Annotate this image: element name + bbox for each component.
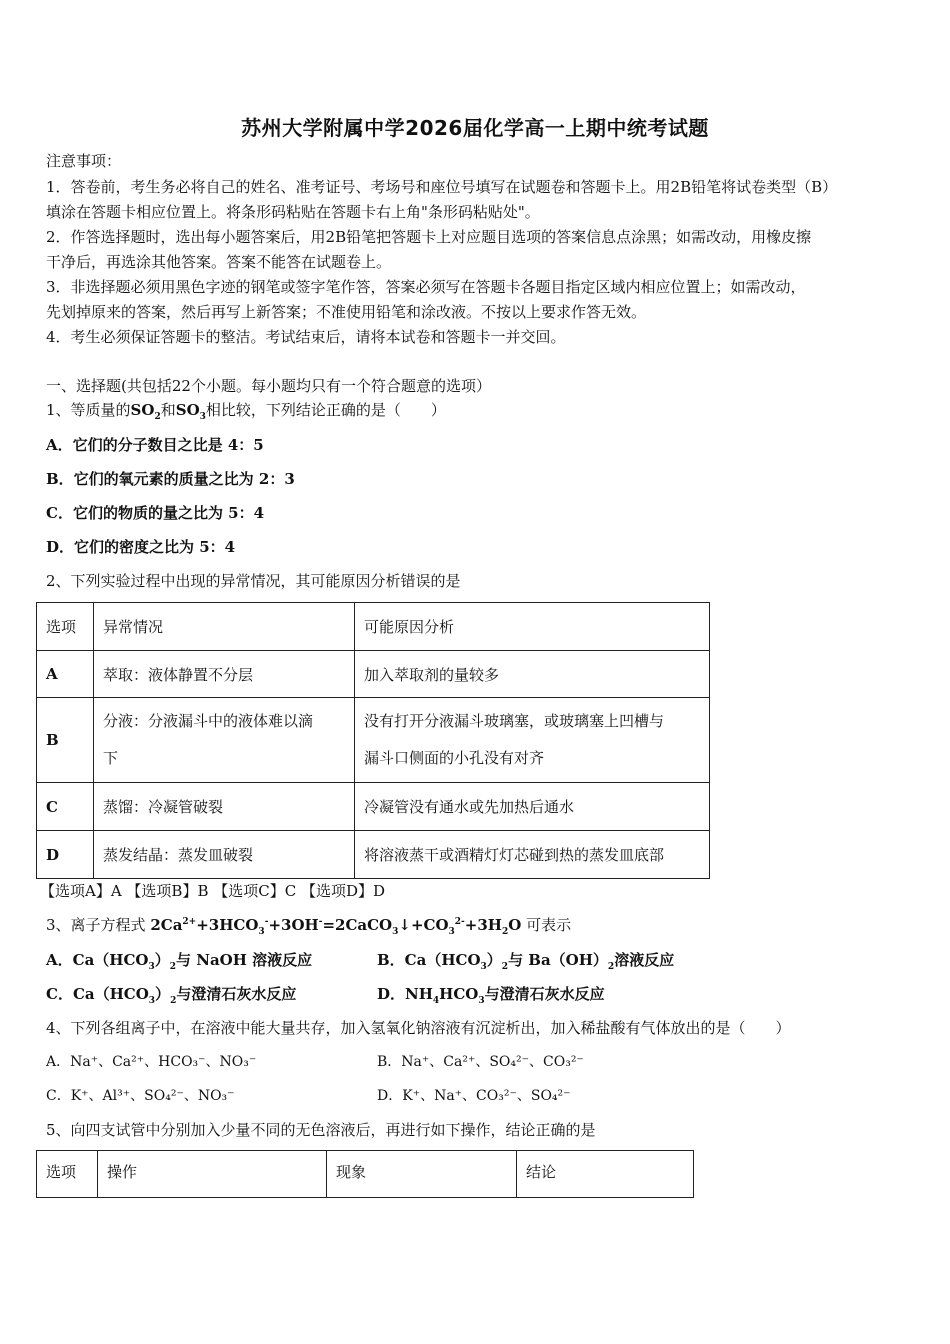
question-1-option-b: B．它们的氧元素的质量之比为 2：3: [46, 470, 295, 488]
question-4-stem: 4、下列各组离子中，在溶液中能大量共存，加入氢氧化钠溶液有沉淀析出，加入稀盐酸有气体放出的是（ ）: [46, 1019, 791, 1037]
notice-line: 3．非选择题必须用黑色字迹的钢笔或签字笔作答，答案必须写在答题卡各题目指定区域内相应位置上；如需改动，: [46, 278, 806, 296]
table-header-cell: 选项: [37, 1151, 98, 1198]
table-header-cell: 现象: [327, 1151, 517, 1198]
table-cell-option: A: [37, 651, 94, 698]
table-row: [37, 783, 710, 831]
question-3-option-d: D．$NH_4HCO_3$与澄清石灰水反应: [377, 985, 605, 1006]
question-1-option-c: C．它们的物质的量之比为 5：4: [46, 504, 265, 522]
table-cell-reason: 加入萃取剂的量较多: [355, 651, 710, 698]
question-4-option-b: B．Na⁺、Ca²⁺、SO₄²⁻、CO₃²⁻: [377, 1054, 584, 1070]
question-5-table: [36, 1150, 694, 1198]
question-2-stem: 2、下列实验过程中出现的异常情况，其可能原因分析错误的是: [46, 572, 461, 590]
question-1-option-a: A．它们的分子数目之比是 4：5: [46, 436, 264, 454]
table-cell-case: 蒸发结晶：蒸发皿破裂: [94, 831, 355, 879]
notice-line: 1．答卷前，考生务必将自己的姓名、准考证号、考场号和座位号填写在试题卷和答题卡上。用2B铅笔将试卷类型（B）: [46, 178, 838, 196]
question-2-table: [36, 602, 710, 879]
notice-line: 填涂在答题卡相应位置上。将条形码粘贴在答题卡右上角"条形码粘贴处"。: [46, 203, 540, 221]
notice-line: 干净后，再选涂其他答案。答案不能答在试题卷上。: [46, 253, 392, 271]
question-1-option-d: D．它们的密度之比为 5：4: [46, 538, 236, 556]
table-cell-reason: 冷凝管没有通水或先加热后通水: [355, 783, 710, 831]
table-cell-option: C: [37, 783, 94, 831]
question-3-stem: 3、离子方程式 $2Ca^{2+}+3HCO_3^-+3OH^-=2CaCO_3↓+CO_3^{2-}+3H_2O$ 可表示: [46, 916, 572, 937]
table-row: [37, 651, 710, 698]
table-header-cell: 选项: [37, 603, 94, 651]
question-3-option-c: C．$Ca(HCO_3)_2$与澄清石灰水反应: [46, 985, 297, 1006]
question-3-option-a: A．$Ca(HCO_3)_2$与 NaOH 溶液反应: [46, 951, 313, 972]
question-2-answers: 【选项A】A 【选项B】B 【选项C】C 【选项D】D: [40, 882, 386, 900]
question-4-option-a: A．Na⁺、Ca²⁺、HCO₃⁻、NO₃⁻: [46, 1054, 257, 1070]
table-header-cell: 异常情况: [94, 603, 355, 651]
question-4-option-c: C．K⁺、Al³⁺、SO₄²⁻、NO₃⁻: [46, 1088, 235, 1104]
section-heading: 一、选择题(共包括22个小题。每小题均只有一个符合题意的选项）: [46, 377, 491, 395]
question-3-option-b: B．$Ca(HCO_3)_2$与 $Ba(OH)_2$溶液反应: [377, 951, 675, 972]
table-cell-case: 蒸馏：冷凝管破裂: [94, 783, 355, 831]
table-header-row: [37, 1151, 694, 1198]
table-header-cell: 可能原因分析: [355, 603, 710, 651]
notice-line: 先划掉原来的答案，然后再写上新答案；不准使用铅笔和涂改液。不按以上要求作答无效。: [46, 303, 647, 321]
table-cell-reason: 将溶液蒸干或酒精灯灯芯碰到热的蒸发皿底部: [355, 831, 710, 879]
table-header-cell: 操作: [98, 1151, 327, 1198]
notice-heading: 注意事项：: [46, 152, 122, 170]
notice-line: 4．考生必须保证答题卡的整洁。考试结束后，请将本试卷和答题卡一并交回。: [46, 328, 566, 346]
table-cell-option: D: [37, 831, 94, 879]
question-5-stem: 5、向四支试管中分别加入少量不同的无色溶液后，再进行如下操作，结论正确的是: [46, 1121, 596, 1139]
table-row: [37, 698, 710, 783]
table-row: [37, 831, 710, 879]
table-cell-option: B: [37, 698, 94, 783]
notice-line: 2．作答选择题时，选出每小题答案后，用2B铅笔把答题卡上对应题目选项的答案信息点涂黑；如需改动，用橡皮擦: [46, 228, 812, 246]
table-cell-case: 分液：分液漏斗中的液体难以滴 下: [94, 698, 355, 783]
question-4-option-d: D．K⁺、Na⁺、CO₃²⁻、SO₄²⁻: [377, 1088, 571, 1104]
table-header-cell: 结论: [517, 1151, 694, 1198]
page-title: 苏州大学附属中学2026届化学高一上期中统考试题: [241, 116, 709, 140]
table-header-row: [37, 603, 710, 651]
table-cell-reason: 没有打开分液漏斗玻璃塞，或玻璃塞上凹槽与 漏斗口侧面的小孔没有对齐: [355, 698, 710, 783]
question-1-stem: 1、等质量的$SO_2$和$SO_3$相比较，下列结论正确的是（ ）: [46, 401, 446, 422]
table-cell-case: 萃取：液体静置不分层: [94, 651, 355, 698]
